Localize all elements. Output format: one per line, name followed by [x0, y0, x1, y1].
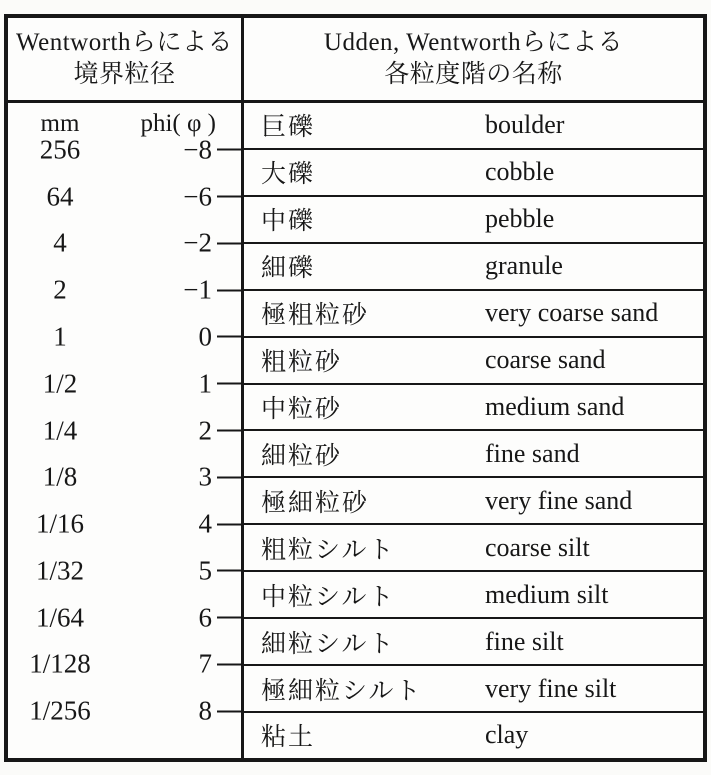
mm-value: 1/16	[35, 508, 84, 539]
boundary-row	[8, 462, 241, 493]
grade-name-en: boulder	[485, 110, 565, 140]
boundary-row	[8, 696, 241, 727]
boundary-row	[8, 368, 241, 399]
boundary-row	[8, 181, 241, 212]
grade-name-jp: 中礫	[261, 208, 316, 236]
grade-name-jp: 細粒砂	[261, 442, 343, 470]
phi-value: 2	[198, 415, 212, 445]
table-body	[8, 103, 703, 758]
phi-value: 4	[198, 508, 212, 539]
boundary-row	[8, 555, 241, 586]
phi-value: 5	[198, 555, 212, 586]
grade-name-en: cobble	[485, 157, 555, 187]
mm-value: 1/4	[42, 415, 78, 445]
phi-value: 8	[198, 695, 212, 726]
boundary-row	[8, 415, 241, 446]
phi-tick-line	[217, 570, 241, 572]
grade-name-jp: 粗粒砂	[261, 349, 343, 377]
mm-value: 1/2	[42, 368, 78, 399]
grade-row	[244, 476, 703, 523]
table-header	[8, 18, 703, 103]
grade-row	[244, 148, 703, 195]
mm-value: 1/8	[42, 461, 78, 492]
phi-value: −8	[183, 134, 212, 165]
phi-value: 6	[198, 602, 212, 633]
phi-tick-line	[217, 710, 241, 712]
boundary-row	[8, 228, 241, 259]
header-left-line2: 境界粒径	[73, 61, 176, 88]
mm-value: 1/32	[35, 555, 84, 586]
grade-name-en: clay	[485, 720, 529, 750]
grade-row	[244, 242, 703, 289]
grade-name-en: pebble	[485, 204, 555, 234]
grade-row	[244, 429, 703, 476]
phi-tick-line	[217, 149, 241, 151]
grade-name-en: fine silt	[485, 626, 564, 656]
phi-tick-line	[217, 383, 241, 385]
phi-tick-line	[217, 476, 241, 478]
grain-size-table	[4, 14, 707, 762]
grade-name-en: very fine sand	[485, 485, 633, 515]
boundary-row	[8, 275, 241, 306]
header-boundary-sizes	[8, 18, 244, 100]
phi-value: 3	[198, 461, 212, 492]
grade-row	[244, 383, 703, 430]
grade-row	[244, 570, 703, 617]
phi-tick-line	[217, 336, 241, 338]
grade-name-en: granule	[485, 251, 563, 281]
header-right-line1: Udden, Wentworthらによる	[323, 28, 624, 56]
phi-tick-line	[217, 289, 241, 291]
grade-name-jp: 中粒砂	[261, 395, 343, 423]
grade-name-en: very fine silt	[485, 673, 617, 703]
boundary-row	[8, 321, 241, 352]
header-right-line2: 各粒度階の名称	[384, 61, 563, 88]
grade-row	[244, 103, 703, 148]
grade-row	[244, 711, 703, 758]
mm-value: 2	[53, 274, 67, 305]
grade-name-jp: 大礫	[261, 161, 316, 189]
phi-tick-line	[217, 663, 241, 665]
mm-value: 1	[53, 321, 67, 352]
mm-value: 1/256	[29, 695, 91, 726]
phi-tick-line	[217, 196, 241, 198]
grade-name-en: fine sand	[485, 438, 580, 468]
phi-tick-line	[217, 523, 241, 525]
mm-value: 1/64	[35, 602, 84, 633]
grade-name-en: very coarse sand	[485, 298, 659, 328]
grade-name-en: coarse sand	[485, 345, 606, 375]
mm-column-header: mm	[40, 110, 80, 137]
phi-value: −1	[183, 274, 212, 305]
grade-name-jp: 粗粒シルト	[261, 536, 396, 564]
mm-value: 4	[53, 227, 67, 258]
grade-name-jp: 極粗粒砂	[261, 302, 370, 330]
boundary-row	[8, 509, 241, 540]
phi-tick-line	[217, 430, 241, 432]
grade-row	[244, 336, 703, 383]
grade-name-en: coarse silt	[485, 532, 590, 562]
phi-value: 1	[198, 368, 212, 399]
grade-name-jp: 中粒シルト	[261, 583, 396, 611]
grade-row	[244, 195, 703, 242]
mm-value: 256	[39, 134, 81, 165]
grade-row	[244, 523, 703, 570]
grade-names-column	[244, 103, 703, 758]
phi-tick-line	[217, 242, 241, 244]
phi-value: 7	[198, 648, 212, 679]
phi-value: 0	[198, 321, 212, 352]
grade-name-jp: 巨礫	[261, 114, 316, 142]
grade-name-en: medium silt	[485, 579, 609, 609]
grade-row	[244, 664, 703, 711]
phi-column-header: phi( φ )	[140, 110, 216, 137]
boundary-row	[8, 134, 241, 165]
boundary-scale-column	[8, 103, 244, 758]
grade-name-jp: 極細粒シルト	[261, 677, 423, 705]
grade-name-jp: 極細粒砂	[261, 489, 370, 517]
phi-value: −6	[183, 181, 212, 212]
boundary-row	[8, 649, 241, 680]
grade-row	[244, 617, 703, 664]
grade-name-jp: 粘土	[261, 724, 316, 752]
grade-name-jp: 細礫	[261, 255, 316, 283]
header-left-line1: Wentworthらによる	[16, 28, 233, 56]
grade-name-jp: 細粒シルト	[261, 630, 396, 658]
mm-value: 1/128	[29, 648, 91, 679]
grade-name-en: medium sand	[485, 391, 625, 421]
header-grade-names	[244, 18, 703, 100]
phi-tick-line	[217, 617, 241, 619]
grade-row	[244, 289, 703, 336]
phi-value: −2	[183, 227, 212, 258]
mm-value: 64	[46, 181, 74, 212]
boundary-row	[8, 602, 241, 633]
